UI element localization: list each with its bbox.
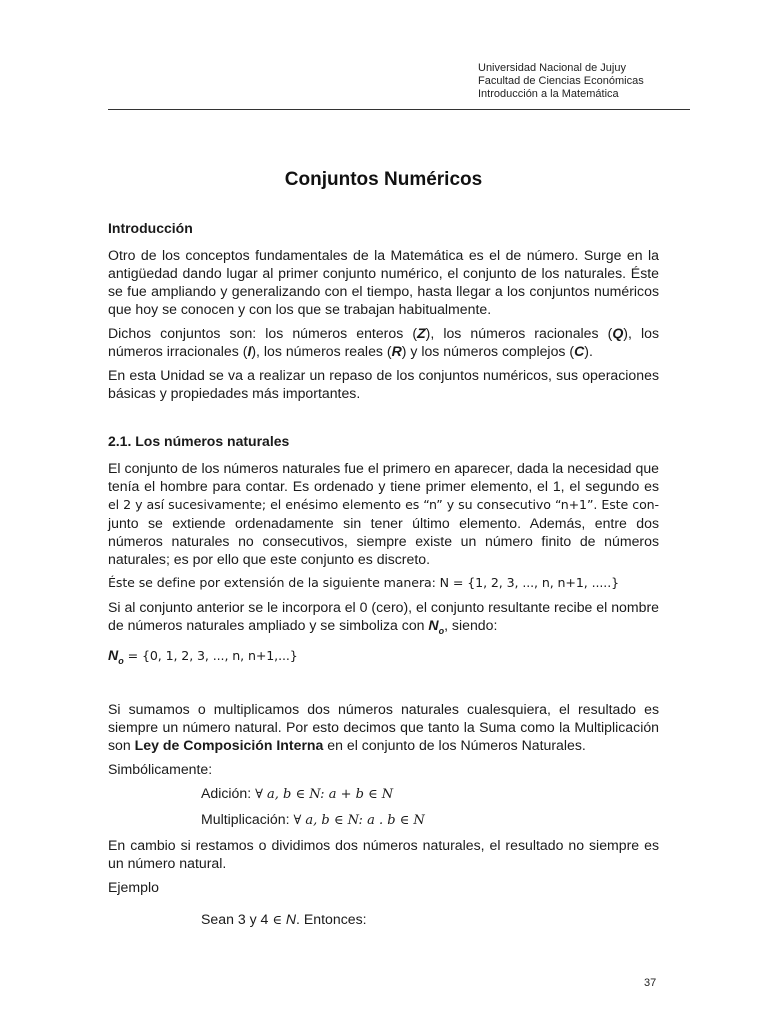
example-statement [108,910,659,930]
text-run: junto se extiende ordenadamente sin tener último elemento. Además, entre dos números naturales no consecutivos, siempre existe un número finito de números naturales; es por ello que este conjunto es discreto. [108,515,659,567]
section-heading: 2.1. Los números naturales [108,433,290,449]
n0-elements: = {0, 1, 2, 3, ..., n, n+1,...} [123,647,298,663]
set-symbol-z: Z [417,325,426,341]
set-symbol-n: N [281,910,297,927]
bold-term: Ley de Composición Interna [134,736,324,753]
n0-definition [108,646,659,670]
document-body [108,219,659,936]
header-university: Universidad Nacional de Jujuy [478,62,626,74]
extension-definition: Éste se define por extensión de la siguiente manera: N = {1, 2, 3, ..., n, n+1, .....} [108,575,620,590]
text-run: ), los números racionales ( [425,325,613,341]
intro-paragraph-2 [108,324,659,360]
rule-label: Multiplicación: [201,810,294,827]
text-run: Si al conjunto anterior se le incorpora el 0 (cero), el conjunto resultante recibe el nombre de números naturales ampliado y se simboliza con [108,599,659,633]
header-faculty: Facultad de Ciencias Económicas [478,75,644,87]
page-number: 37 [644,977,657,989]
intro-heading: Introducción [108,220,193,236]
page-title: Conjuntos Numéricos [284,169,483,190]
rule-formula: ∀ a, b ∈ N: a + b ∈ N [255,786,394,802]
addition-rule [108,784,659,804]
text-run: Dichos conjuntos son: los números enteros ( [108,325,418,341]
text-run: ), los números irracionales ( [108,325,659,359]
header-divider [108,109,690,110]
text-run: Sean 3 y 4 [201,910,273,927]
multiplication-rule [108,810,659,830]
section-paragraph-4: En cambio si restamos o dividimos dos números naturales, el resultado no siempre es un número natural. [108,836,659,871]
intro-paragraph-3: En esta Unidad se va a realizar un repaso de los conjuntos numéricos, sus operaciones básicas y propiedades más importantes. [108,367,659,401]
section-paragraph-3 [108,700,659,754]
set-symbol-n0: N [428,617,439,633]
set-symbol-n0: N [108,646,119,663]
text-run: ). [584,343,593,359]
text-run: Si sumamos o multiplicamos dos números naturales cualesquiera, el resultado es siempre un número natural. Por esto decimos que tanto la Suma como la Multiplicación son [108,700,659,753]
set-symbol-c: C [574,343,585,359]
example-label: Ejemplo [108,878,159,895]
set-symbol-i: I [247,343,252,359]
header-course: Introducción a la Matemática [478,88,619,100]
text-run-small: el 2 y así sucesivamente; el enésimo elemento es “n” y su consecutivo “n+1”. Este con- [108,497,659,512]
section-paragraph-1 [108,459,659,568]
rule-label: Adición: [201,784,256,801]
text-run: , siendo: [444,617,498,633]
text-run: ), los números reales ( [251,343,392,359]
text-run: El conjunto de los números naturales fue el primero en aparecer, dada la necesidad que tenía el hombre para contar. Es ordenado y tiene primer elemento, el 1, el segundo es [108,460,659,494]
text-run: . Entonces: [296,910,367,927]
text-run: ) y los números complejos ( [401,343,575,359]
document-header [478,62,644,101]
intro-paragraph-1: Otro de los conceptos fundamentales de la Matemática es el de número. Surge en la antigüedad dando lugar al primer conjunto numérico, el conjunto de los naturales. Éste se fue ampliando y generalizando con el tiempo, hasta llegar a los conjuntos numéricos que hoy se conocen y con los que se trabajan habitualmente. [108,247,659,317]
subscript: o [118,655,124,666]
symbolically-label: Simbólicamente: [108,760,213,777]
element-of-symbol: ∈ [272,912,282,928]
subscript: o [438,625,445,636]
text-run: en el conjunto de los Números Naturales. [323,736,586,753]
rule-formula: ∀ a, b ∈ N: a . b ∈ N [293,812,425,828]
set-symbol-r: R [391,343,402,359]
set-symbol-q: Q [612,325,624,341]
section-paragraph-2 [108,598,659,640]
